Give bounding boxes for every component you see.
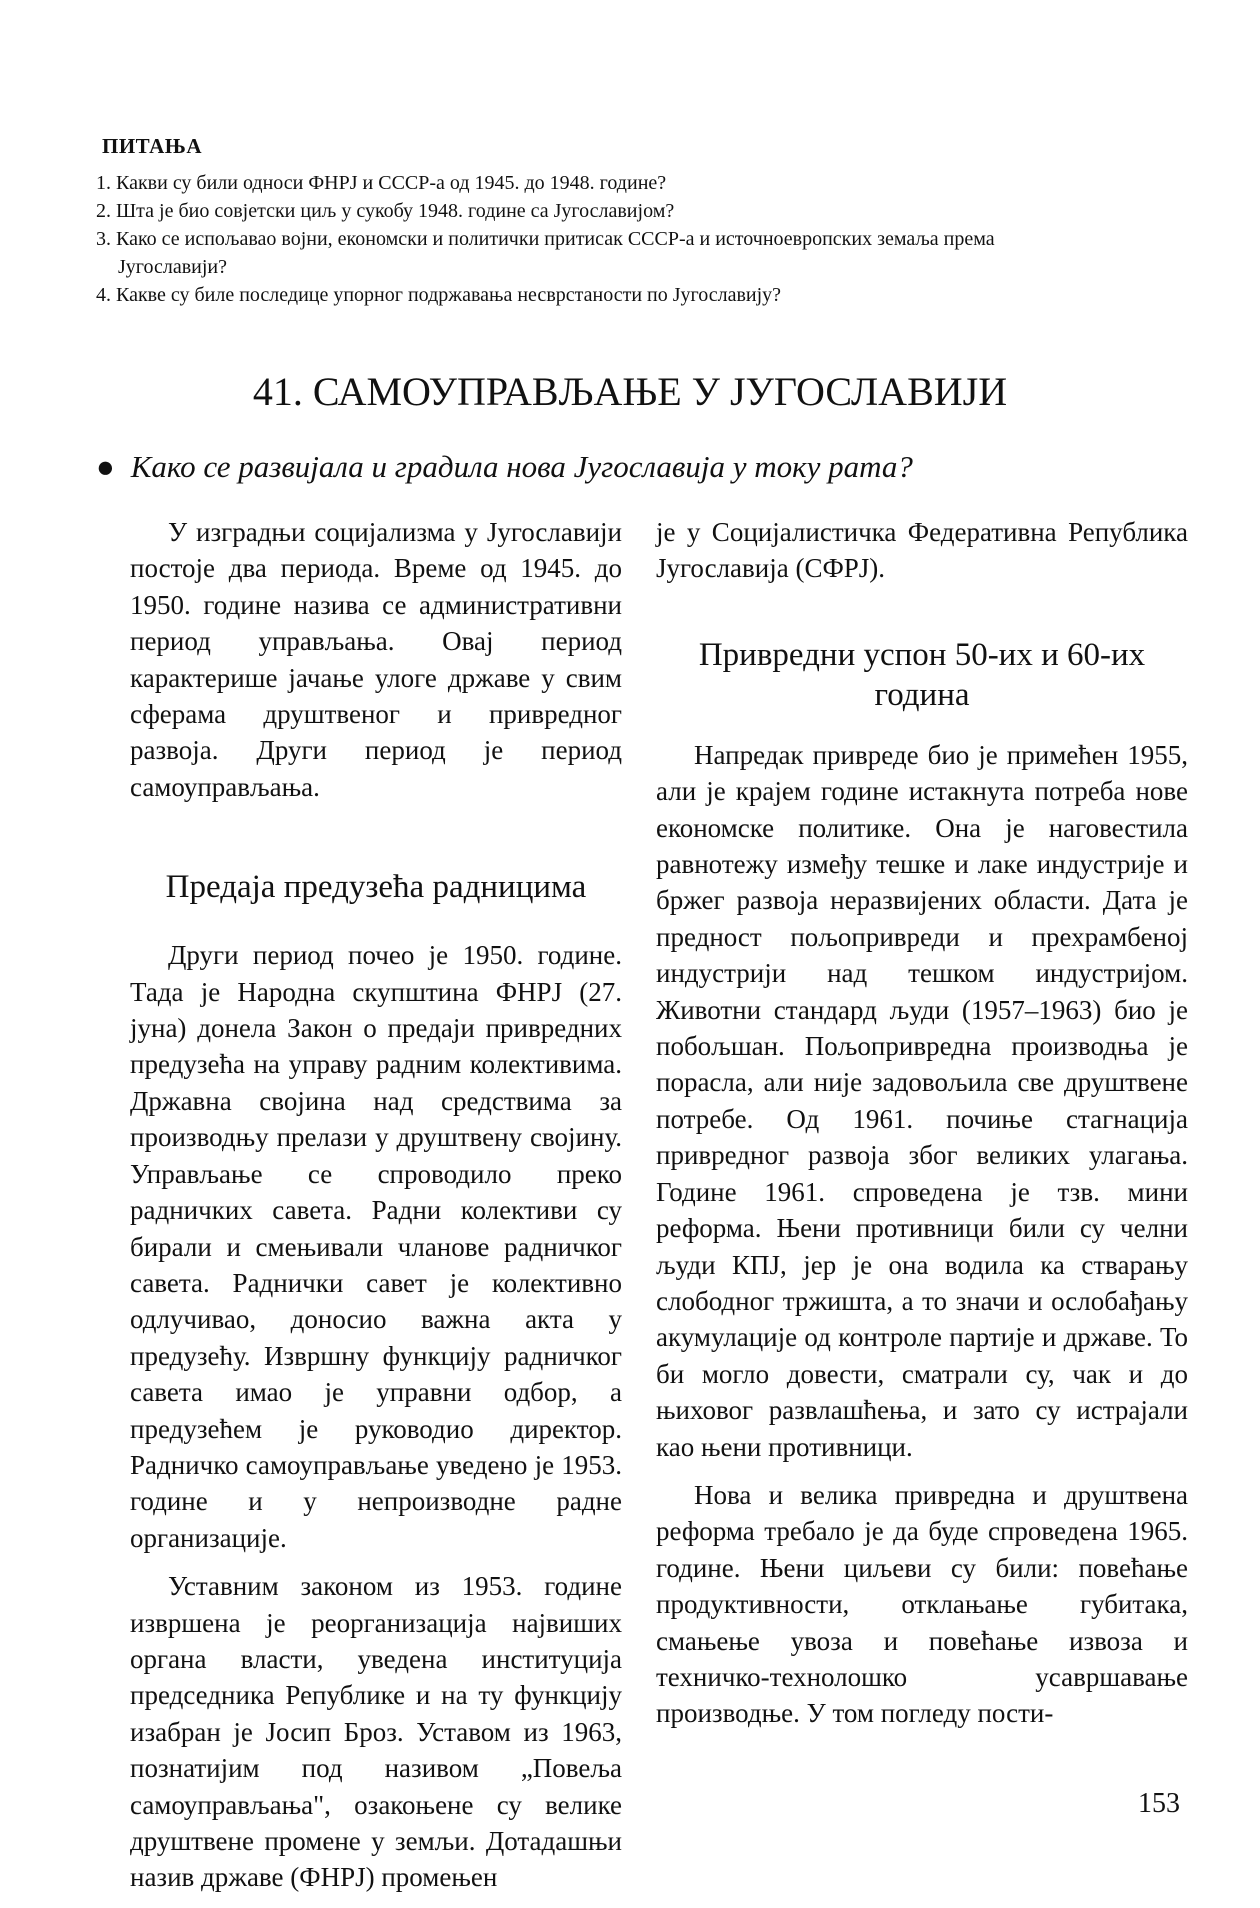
chapter-title: 41. САМОУПРАВЉАЊЕ У ЈУГОСЛАВИЈИ (252, 369, 1008, 414)
lead-question-text: Како се развијала и градила нова Југославија у току рата? (130, 449, 913, 484)
questions-section (96, 134, 1196, 309)
questions-heading: ПИТАЊА (102, 134, 203, 158)
lead-question (96, 449, 1196, 485)
body-paragraph: Уставним законом из 1953. године извршена је реорганизација највиших органа власти, уведена институција председника Републике и на ту функцију изабран је Јосип Броз. Уставом из 1963, познатијим под називом „Повеља самоуправљања", озакоњене су велике друштвене промене у земљи. Дотадашњи назив државе (ФНРЈ) промењен (130, 1571, 622, 1893)
page-number: 153 (1138, 1788, 1180, 1819)
body-paragraph: Други период почео је 1950. године. Тада је Народна скупштина ФНРЈ (27. јуна) донела Закон о предаји привредних предузећа на управу радним колективима. Државна својина над средствима за производњу прелази у друштвену својину. Управљање се спроводило преко радничких савета. Радни колективи су бирали и смењивали чланове радничког савета. Раднички савет је колективно одлучивао, доносио важна акта у предузећу. Извршну функцију радничког савета имао је управни одбор, а предузећем је руководио директор. Радничко самоуправљање уведено је 1953. године и у непроизводне радне организације. (130, 940, 622, 1553)
section-heading-enterprises: Предаја предузећа радницима (165, 869, 587, 906)
continuation-paragraph: је у Социјалистичка Федеративна Република Југославија (СФРЈ). (656, 517, 1188, 584)
body-paragraph: Нова и велика привредна и друштвена реформа требало је да буде спроведена 1965. године. Њени циљеви су били: повећање продуктивности, отклањање губитака, смањење увоза и повећање извоза и техничко-технолошко усавршавање производње. У том погледу пости- (656, 1479, 1188, 1729)
question-item: 3. Како се испољавао војни, економски и политички притисак СССР-а и источноевропских земаља према (96, 228, 995, 250)
question-item: 1. Какви су били односи ФНРЈ и СССР-а од 1945. до 1948. године? (96, 172, 667, 194)
section-heading-economy: Привредни успон 50-их и 60-их година (698, 636, 1146, 713)
left-column (130, 514, 622, 1908)
question-item: 2. Шта је био совјетски циљ у сукобу 1948. године са Југославијом? (96, 200, 675, 222)
question-item-continuation: Југославији? (118, 256, 228, 278)
right-column (656, 514, 1188, 1744)
intro-paragraph: У изградњи социјализма у Југославији постоје два периода. Време од 1945. до 1950. године назива се административни период управљања. Овај период карактерише јачање улоге државе у свим сферама друштвеног и привредног развоја. Други период је период самоуправљања. (130, 517, 622, 802)
question-item: 4. Какве су биле последице упорног подржавања несврстаности по Југославију? (96, 284, 782, 306)
bullet-icon: ● (96, 449, 115, 484)
body-paragraph: Напредак привреде био је примећен 1955, али је крајем године истакнута потреба нове економске политике. Она је наговестила равнотежу између тешке и лаке индустрије и бржег развоја неразвијених области. Дата је предност пољопривреди и прехрамбеној индустрији над тешком индустријом. Животни стандард људи (1957–1963) био је побољшан. Пољопривредна производња је порасла, али није задовољила све друштвене потребе. Од 1961. почиње стагнација привредног развоја због великих улагања. Године 1961. спроведена је тзв. мини реформа. Њени противници били су челни људи КПЈ, јер је она водила ка стварању слободног тржишта, а то значи и ослобађању акумулације од контроле партије и државе. То би могло довести, сматрали су, чак и до њиховог развлашћења, и зато су истрајали као њени противници. (656, 739, 1188, 1462)
